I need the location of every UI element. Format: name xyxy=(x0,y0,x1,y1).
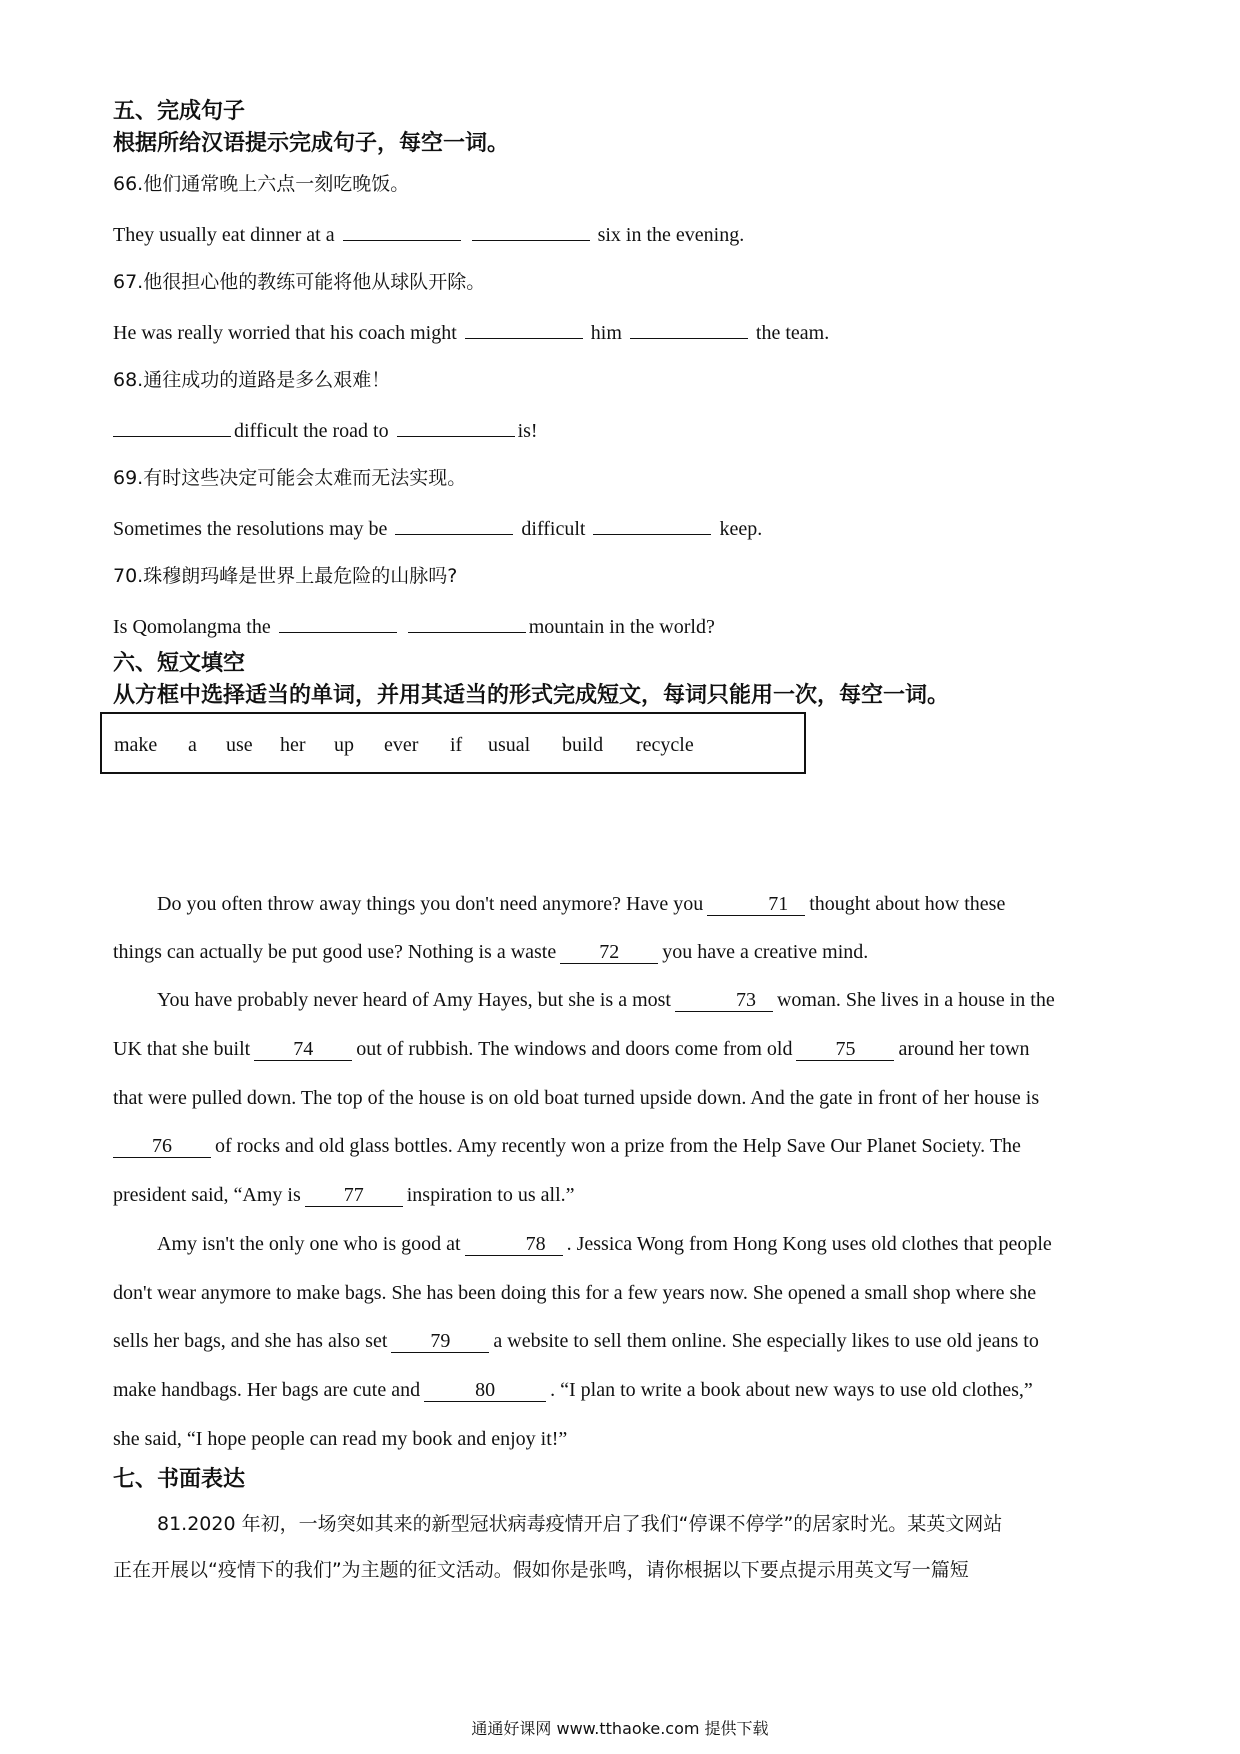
passage-line: don't wear anymore to make bags. She has been doing this for a few years now. She opened a small shop where she xyxy=(113,1282,1037,1304)
q69-english: Sometimes the resolutions may be difficult keep. xyxy=(113,514,1140,543)
blank-79[interactable]: 79 xyxy=(391,1330,489,1353)
section7-title: 七、书面表达 xyxy=(113,1467,246,1492)
blank-78[interactable]: 78 xyxy=(465,1233,563,1256)
q70-blank-2[interactable] xyxy=(408,612,526,633)
q70-chinese: 70.珠穆朗玛峰是世界上最危险的山脉吗? xyxy=(113,565,458,587)
section5-instruction: 根据所给汉语提示完成句子，每空一词。 xyxy=(113,131,510,156)
q66-english: They usually eat dinner at a six in the evening. xyxy=(113,220,1140,249)
q66-chinese: 66.他们通常晚上六点一刻吃晚饭。 xyxy=(113,173,410,195)
word-bank-word: ever xyxy=(384,734,419,756)
passage-line: that were pulled down. The top of the house is on old boat turned upside down. And the gate in front of her house is xyxy=(113,1087,1040,1109)
q66-blank-1[interactable] xyxy=(343,220,461,241)
q67-english: He was really worried that his coach might him the team. xyxy=(113,318,1140,347)
q68-chinese: 68.通往成功的道路是多么艰难！ xyxy=(113,369,391,391)
word-bank-word: if xyxy=(450,734,463,756)
word-bank-word: make xyxy=(114,734,158,756)
section7-prompt-line-2: 正在开展以“疫情下的我们”为主题的征文活动。假如你是张鸣，请你根据以下要点提示用英文写一篇短 xyxy=(113,1559,969,1581)
passage-line: things can actually be put good use? Nothing is a waste 72 you have a creative mind. xyxy=(113,941,869,963)
q69-blank-2[interactable] xyxy=(593,514,711,535)
q70-blank-1[interactable] xyxy=(279,612,397,633)
passage-line: You have probably never heard of Amy Hayes, but she is a most 73 woman. She lives in a house in the xyxy=(157,989,1055,1011)
q68-blank-2[interactable] xyxy=(397,416,515,437)
blank-77[interactable]: 77 xyxy=(305,1184,403,1207)
blank-72[interactable]: 72 xyxy=(560,941,658,964)
passage-line: she said, “I hope people can read my book and enjoy it!” xyxy=(113,1428,568,1450)
word-bank-box xyxy=(100,712,806,774)
word-bank-word: use xyxy=(226,734,253,756)
q68-blank-1[interactable] xyxy=(113,416,231,437)
word-bank-word: her xyxy=(280,734,306,756)
passage-line: make handbags. Her bags are cute and 80 . “I plan to write a book about new ways to use old clothes,” xyxy=(113,1379,1033,1401)
passage-line: president said, “Amy is 77 inspiration to us all.” xyxy=(113,1184,575,1206)
q67-blank-2[interactable] xyxy=(630,318,748,339)
word-bank-word: usual xyxy=(488,734,531,756)
passage-line: 76 of rocks and old glass bottles. Amy recently won a prize from the Help Save Our Planet Society. The xyxy=(113,1132,1140,1160)
section7-prompt-line-1: 81.2020 年初，一场突如其来的新型冠状病毒疫情开启了我们“停课不停学”的居家时光。某英文网站 xyxy=(157,1513,1003,1535)
blank-71[interactable]: 71 xyxy=(707,893,805,916)
blank-73[interactable]: 73 xyxy=(675,989,773,1012)
word-bank-word: build xyxy=(562,734,604,756)
q69-chinese: 69.有时这些决定可能会太难而无法实现。 xyxy=(113,467,467,489)
blank-75[interactable]: 75 xyxy=(796,1038,894,1061)
word-bank-word: recycle xyxy=(636,734,694,756)
blank-74[interactable]: 74 xyxy=(254,1038,352,1061)
word-bank-word: a xyxy=(188,734,197,756)
q66-blank-2[interactable] xyxy=(472,220,590,241)
passage-line: UK that she built 74 out of rubbish. The windows and doors come from old 75 around her town xyxy=(113,1038,1030,1060)
blank-80[interactable]: 80 xyxy=(424,1379,546,1402)
q68-english: difficult the road to is! xyxy=(113,416,1140,445)
footer-source: 通通好课网 www.tthaoke.com 提供下载 xyxy=(471,1719,769,1738)
section6-instruction: 从方框中选择适当的单词，并用其适当的形式完成短文，每词只能用一次，每空一词。 xyxy=(113,683,950,708)
word-bank-word: up xyxy=(334,734,354,756)
q67-blank-1[interactable] xyxy=(465,318,583,339)
section5-title: 五、完成句子 xyxy=(113,99,246,124)
section6-title: 六、短文填空 xyxy=(113,651,246,676)
q70-english: Is Qomolangma the mountain in the world? xyxy=(113,612,1140,641)
q69-blank-1[interactable] xyxy=(395,514,513,535)
passage-line: Amy isn't the only one who is good at 78 . Jessica Wong from Hong Kong uses old clothes that people xyxy=(157,1233,1052,1255)
passage-line: Do you often throw away things you don't need anymore? Have you 71 thought about how these xyxy=(157,893,1006,915)
passage-line: sells her bags, and she has also set 79 a website to sell them online. She especially likes to use old jeans to xyxy=(113,1330,1039,1352)
blank-76[interactable]: 76 xyxy=(113,1135,211,1158)
q67-chinese: 67.他很担心他的教练可能将他从球队开除。 xyxy=(113,271,486,293)
